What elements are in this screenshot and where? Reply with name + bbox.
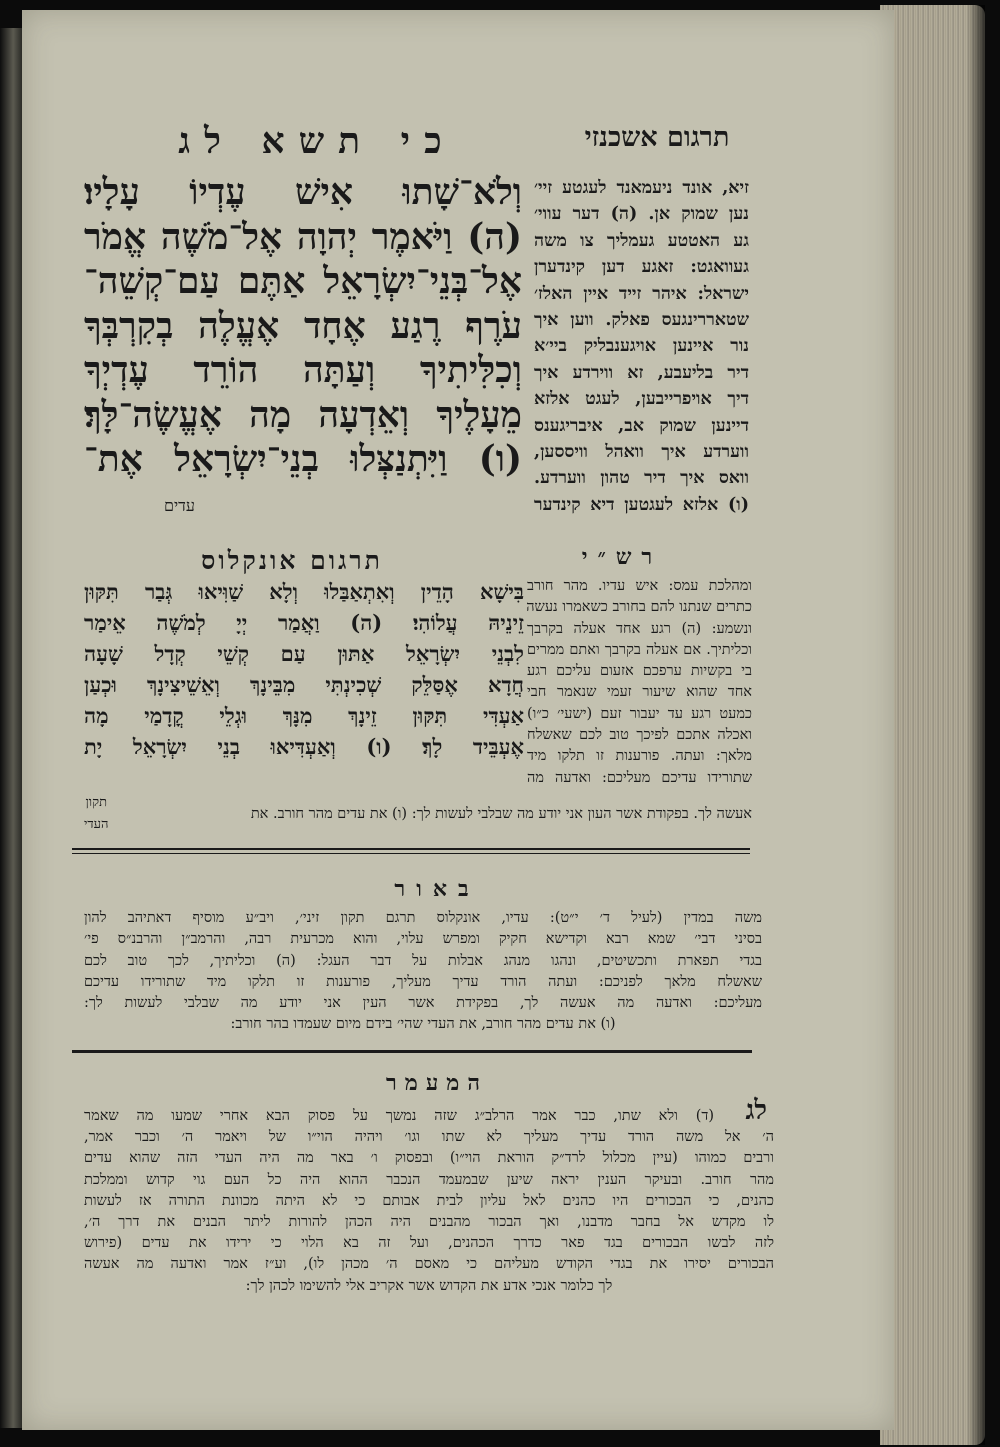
catchword-onkelos: תקון xyxy=(85,795,108,810)
meamar-line: לזה לבשו הבכורים בגד פאר כדרך הכהנים, ועל זה בא הלוי כי ירידו את עדים (פירוש xyxy=(84,1235,774,1252)
rashi-line: בי בקשיות ערפכם אזעום עליכם רגע xyxy=(527,663,752,680)
catchword-rashi: העדי xyxy=(84,817,109,832)
section-divider xyxy=(72,853,750,854)
rashi-block xyxy=(527,576,752,789)
meamar-line: (ד) ולא שתו, כבר אמר הרלב״ג שזה נמשך על פסוק הבא אחרי שמעו מה שאמר xyxy=(84,1108,714,1124)
biur-line: מעליכם: ואדעה מה אעשה לך, בפקידת אשר העין אני יודע מה שבלבי לעשות לך: xyxy=(84,995,762,1012)
rashi-line: ואכלה אתכם לפיכך טוב לכם שאשלח xyxy=(527,727,752,744)
onkelos-heading: תרגום אונקלוס xyxy=(201,546,383,575)
verse-line: עֹרֶף רֶגַע אֶחָד אֶעֱלֶה בְקִרְבְּךָ xyxy=(84,304,522,347)
onkelos-line: אַעְדִּי תִּקּוּן זֵינָךְ מִנָּךְ וּגְלֵי קֳדָמַי מָה xyxy=(84,703,524,728)
onkelos-line: חֲדָא אֶסַּלֵּק שְׁכִינְתִּי מִבֵּינָךְ וְאֵשֵׁיצִינָךְ וּכְעַן xyxy=(84,672,524,697)
book-page xyxy=(22,10,894,1430)
onkelos-catchword xyxy=(84,792,109,836)
yiddish-line: נען שמוק אן. (ה) דער עווי׳ xyxy=(534,204,749,225)
book-fore-edge xyxy=(880,5,985,1445)
yiddish-line: נור איינען אויגענבליק ביי׳א xyxy=(534,336,749,357)
yiddish-line: דיר בליעבע, זא ווירדע איך xyxy=(534,362,749,383)
meamar-block xyxy=(84,1127,774,1297)
meamar-line: מהר חורב. ובעיקר הענין יראה שיען שבמעמד הנכבר ההוא היה כל העם גוי קדוש וממלכת xyxy=(84,1171,774,1188)
onkelos-line: זֵינֵיהּ עֲלוֹהִי׃ (ה) וַאֲמַר יְיָ לְמֹשֶׁה אֵימַר xyxy=(84,610,524,635)
biur-line: בגדי תפארת ותכשיטים, ונהגו מנהג אבלות על דבר העגל: (ה) וכליתיך, לכך טוב לכם xyxy=(84,952,762,969)
yiddish-line: ישראל: איהר זייד איין האלז׳ xyxy=(534,283,749,304)
onkelos-line: בִּישָׁא הָדֵין וְאִתְאַבַּלוּ וְלָא שַׁוִּיאוּ גְּבַר תִּקּוּן xyxy=(84,579,524,604)
section-divider xyxy=(72,1050,752,1053)
rashi-heading: רש״י xyxy=(581,544,663,570)
biur-heading: באור xyxy=(394,876,480,902)
facing-page-edge xyxy=(0,28,22,1428)
meamar-heading: המעמר xyxy=(386,1070,488,1096)
rashi-line: כמעט רגע עד יעבור זעם (ישעי׳ כ״ו) xyxy=(527,705,752,722)
rashi-line: וכליתיך. אם אעלה בקרבך ואתם ממרים xyxy=(527,641,752,658)
onkelos-line: לִבְנֵי יִשְׂרָאֵל אַתּוּן עַם קְשֵׁי קְדָל שָׁעָה xyxy=(84,641,524,666)
yiddish-line: וואס איך דיר טהון ווערדע. xyxy=(534,468,749,489)
yiddish-translation-block xyxy=(534,175,749,518)
onkelos-block xyxy=(84,576,524,762)
yiddish-line: שטאררינגעס פאלק. ווען איך xyxy=(534,310,749,331)
biur-line: משה במדין (לעיל ד׳ י״ט): עדיו, אונקלוס תרגם תקון זיני׳, ויב״ע מוסיף דאתיהב להון xyxy=(84,910,762,926)
meamar-line: ה׳ אל משה הורד עדיך מעליך לא שתו וגו׳ ויהיה הוי״ו של ויאמר ה׳ וכבר אמר, xyxy=(84,1129,774,1146)
chapter-marker: לג xyxy=(745,1095,767,1126)
verse-line: (ו) וַיִּתְנַצְּלוּ בְנֵי־יִשְׂרָאֵל אֶת־ xyxy=(84,438,522,480)
yiddish-line: ווערדע איך וואהל וויססען, xyxy=(534,442,749,463)
torah-verse-block xyxy=(84,170,522,482)
meamar-line: לו מקדש אל בחבר מדבנו, ואך הבכור מהבנים היה הכהן להורות ליתר הבנים את דרך ה׳, xyxy=(84,1214,774,1230)
rashi-line: כתרים שנתנו להם בחורב כשאמרו נעשה xyxy=(526,599,752,616)
biur-block xyxy=(84,908,762,1036)
meamar-line: ורבים כמוהו (עיין מכלול לרד״ק הוראת הוי״ו) ובפסוק ו׳ באר מה היה העדי הזה שהוא עדים xyxy=(84,1150,774,1167)
verse-line: אֶל־בְּנֵי־יִשְׂרָאֵל אַתֶּם עַם־קְשֵׁה־ xyxy=(84,260,522,302)
meamar-line: לך כלומר אנכי אדע את הקדוש אשר אקריב אלי להשימו לכהן לך: xyxy=(245,1277,613,1294)
rashi-continuation-line: אעשה לך. בפקודת אשר העון אני יודע מה שבלבי לעשות לך: (ו) את עדים מהר חורב. את xyxy=(250,806,752,822)
meamar-first-line xyxy=(84,1106,714,1127)
verse-catchword: עדים xyxy=(164,496,195,515)
yiddish-line: (ו) אלזא לעגטען דיא קינדער xyxy=(534,494,749,515)
yiddish-line: דיינען שמוק אב, איבריגענס xyxy=(534,415,749,436)
verse-line: מֵעָלֶיךָ וְאֵדְעָה מָה אֶעֱשֶׂה־לָּךְ׃ xyxy=(84,393,522,436)
running-header-parasha: כי תשא לג xyxy=(178,120,456,162)
biur-line: שאשלח מלאך לפניכם: ועתה הורד עדיך מעליך, פורענות זו תלקו מיד שתורידו עדיכם xyxy=(84,973,762,990)
verse-line: (ה) וַיֹּאמֶר יְהוָה אֶל־מֹשֶׁה אֱמֹר xyxy=(84,215,522,258)
rashi-line: ונשמע: (ה) רגע אחד אעלה בקרבך xyxy=(527,620,752,637)
rashi-line: שתורידו עדיכם מעליכם: ואדעה מה xyxy=(527,769,752,786)
rashi-line: אחד שהוא שיעור זעמי שנאמר חבי xyxy=(527,684,752,701)
yiddish-line: דיך אויפרייבען, לעגט אלזא xyxy=(534,389,749,410)
rashi-line: מלאך: ועתה. פורענות זו תלקו מיד xyxy=(527,748,752,765)
verse-line: וְכִלִּיתִיךָ וְעַתָּה הוֹרֵד עֶדְיְךָ xyxy=(84,349,522,391)
meamar-line: כהנים, כי הבכורים היו כהנים לאל עליון לבית אבותם כי לא היתה מכוונת התורה אז לעשות xyxy=(84,1192,774,1209)
yiddish-line: געוואגט: זאגע דען קינדערן xyxy=(534,257,749,278)
section-divider xyxy=(72,848,750,850)
rashi-line: ומהלכת עמס: איש עדיו. מהר חורב xyxy=(527,578,752,594)
biur-line: (ו) את עדים מהר חורב, את העדי שהי׳ בידם מיום שעמדו בהר חורב: xyxy=(230,1016,616,1033)
biur-line: בסיני דבי׳ שמא רבא וקדישא חקיק ומפרש עלוי, והוא מכרעית רבה, והרמב״ן והרבנ״ס פי׳ xyxy=(84,931,762,948)
yiddish-line: זיא, אונד ניעמאנד לעגטע זיי׳ xyxy=(534,178,749,198)
onkelos-line: אֶעְבֵּיד לָךְ׃ (ו) וְאַעְדִּיאוּ בְנֵי יִשְׂרָאֵל יָת xyxy=(84,734,524,759)
yiddish-line: גע האטטע געמליך צו משה xyxy=(534,230,749,251)
verse-line: וְלֹא־שָׁתוּ אִישׁ עֶדְיוֹ עָלָיו׃ xyxy=(84,171,522,213)
running-header-targum: תרגום אשכנזי xyxy=(584,122,730,153)
meamar-line: הבכורים יסירו את בגדי הקודש מעליהם כי מאסם ה׳ מכהן לו), וע״ז אמר ואדעה מה אעשה xyxy=(84,1256,774,1273)
